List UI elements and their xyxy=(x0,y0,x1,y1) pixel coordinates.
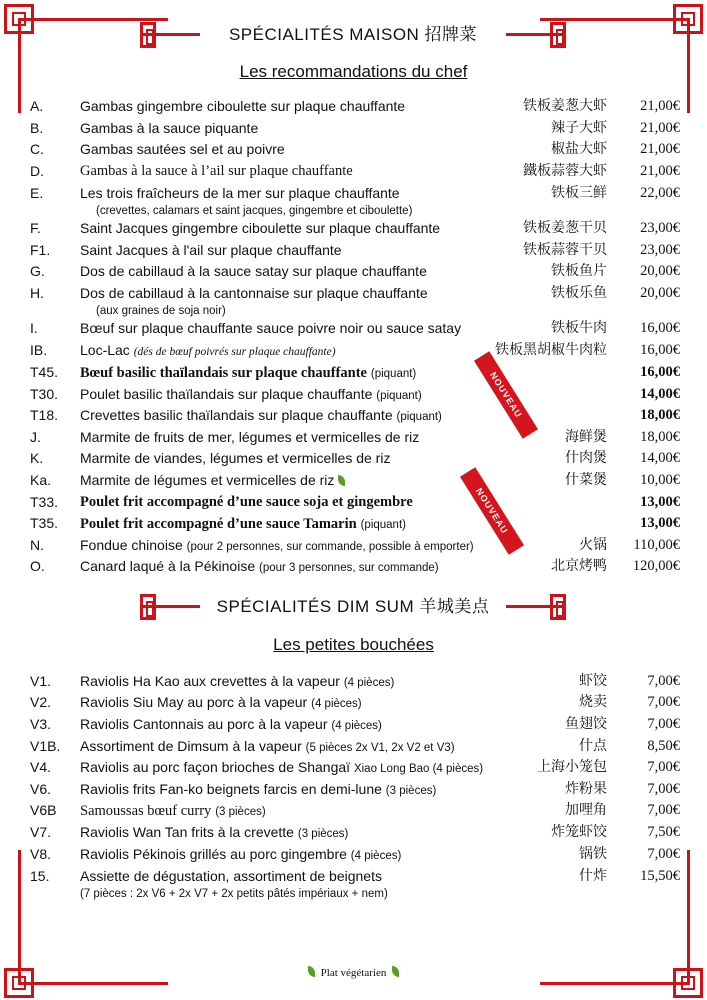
item-price: 7,00€ xyxy=(647,716,680,732)
frame-bottom-right xyxy=(540,982,690,985)
item-code: J. xyxy=(30,429,41,445)
item-note: (3 pièces) xyxy=(215,806,266,818)
item-code: B. xyxy=(30,120,44,136)
item-name-text: Marmite de légumes et vermicelles de riz xyxy=(80,472,335,488)
item-note: (piquant) xyxy=(360,519,406,531)
item-code: V4. xyxy=(30,759,52,775)
item-price: 21,00€ xyxy=(640,163,680,179)
item-price: 7,00€ xyxy=(647,802,680,818)
item-chinese-name: 海鲜煲 xyxy=(565,429,607,445)
item-code: V8. xyxy=(30,846,52,862)
item-note: (piquant) xyxy=(396,411,442,423)
item-name xyxy=(80,362,416,385)
item-price: 16,00€ xyxy=(640,342,680,358)
item-code: IB. xyxy=(30,342,48,358)
item-chinese-name: 上海小笼包 xyxy=(537,759,607,775)
item-chinese-name: 铁板姜葱大虾 xyxy=(523,98,607,114)
item-name: Gambas gingembre ciboulette sur plaque chauffante xyxy=(80,98,406,114)
item-chinese-name: 什炸 xyxy=(579,868,607,884)
item-chinese-name: 铁板乐鱼 xyxy=(551,285,607,301)
item-chinese-name: 北京烤鸭 xyxy=(551,558,607,574)
corner-knot-top-left xyxy=(4,4,34,34)
menu-item xyxy=(0,218,707,239)
item-chinese-name: 锅铁 xyxy=(579,846,607,862)
menu-item xyxy=(0,427,707,448)
item-note: (4 pièces) xyxy=(311,698,362,710)
item-name xyxy=(80,714,382,737)
item-name xyxy=(80,779,436,802)
item-chinese-name: 鱼翅饺 xyxy=(565,716,607,732)
item-price: 22,00€ xyxy=(640,185,680,201)
item-chinese-name: 炸粉果 xyxy=(565,781,607,797)
item-chinese-name: 什点 xyxy=(579,738,607,754)
item-chinese-name: 铁板蒜蓉干贝 xyxy=(523,242,607,258)
item-code: V1B. xyxy=(30,738,61,754)
item-code: 15. xyxy=(30,868,50,884)
item-price: 20,00€ xyxy=(640,263,680,279)
menu-item xyxy=(0,240,707,261)
item-code: I. xyxy=(30,320,38,336)
menu-item xyxy=(0,800,707,821)
item-note: (pour 3 personnes, sur commande) xyxy=(259,562,439,574)
item-code: T33. xyxy=(30,494,59,510)
item-chinese-name: 辣子大虾 xyxy=(551,120,607,136)
section1-subtitle: Les recommandations du chef xyxy=(239,62,468,81)
item-name xyxy=(80,844,401,867)
menu-item xyxy=(0,161,707,182)
menu-item xyxy=(0,470,707,491)
item-name-text: Samoussas bœuf curry xyxy=(80,803,212,819)
item-code: Ka. xyxy=(30,472,52,488)
item-name: Bœuf sur plaque chauffante sauce poivre noir ou sauce satay xyxy=(80,320,462,336)
item-price: 13,00€ xyxy=(640,515,680,531)
item-name-text: Assortiment de Dimsum à la vapeur xyxy=(80,738,302,754)
item-price: 7,00€ xyxy=(647,694,680,710)
item-name-text: Poulet frit accompagné d’une sauce Tamarin xyxy=(80,516,357,532)
menu-item xyxy=(0,283,707,304)
item-chinese-name: 什肉煲 xyxy=(565,450,607,466)
menu-item xyxy=(0,513,707,534)
item-price: 8,50€ xyxy=(647,738,680,754)
item-price: 23,00€ xyxy=(640,242,680,258)
vegetarian-leaf-icon xyxy=(338,475,345,486)
item-name xyxy=(80,470,345,491)
item-name-text: Fondue chinoise xyxy=(80,537,183,553)
menu-item xyxy=(0,183,707,204)
item-chinese-name: 炸笼虾饺 xyxy=(551,824,607,840)
item-name xyxy=(80,384,422,407)
item-chinese-name: 虾饺 xyxy=(579,673,607,689)
item-price: 120,00€ xyxy=(632,558,680,574)
item-price: 20,00€ xyxy=(640,285,680,301)
item-name xyxy=(80,340,336,363)
item-name-text: Raviolis Wan Tan frits à la crevette xyxy=(80,824,294,840)
item-price: 7,00€ xyxy=(647,781,680,797)
item-name: Gambas sautées sel et au poivre xyxy=(80,141,285,157)
new-ribbon-badge: NOUVEAU xyxy=(460,467,524,555)
item-price: 23,00€ xyxy=(640,220,680,236)
item-note: Xiao Long Bao (4 pièces) xyxy=(353,763,484,775)
item-price: 18,00€ xyxy=(640,429,680,445)
menu-item xyxy=(0,139,707,160)
menu-item xyxy=(0,736,707,757)
item-note: (5 pièces 2x V1, 2x V2 et V3) xyxy=(305,742,455,754)
item-price: 15,50€ xyxy=(640,868,680,884)
item-name xyxy=(80,671,394,694)
item-price: 18,00€ xyxy=(640,407,680,423)
item-price: 16,00€ xyxy=(640,364,680,380)
frame-bottom-left xyxy=(18,982,168,985)
item-name-text: Bœuf basilic thaïlandais sur plaque chauffante xyxy=(80,365,367,381)
item-code: V3. xyxy=(30,716,52,732)
item-chinese-name: 铁板黑胡椒牛肉粒 xyxy=(495,342,607,358)
item-note: (pour 2 personnes, sur commande, possible à emporter) xyxy=(186,541,474,553)
item-code: F1. xyxy=(30,242,51,258)
item-code: T45. xyxy=(30,364,59,380)
item-name-text: Raviolis Cantonnais au porc à la vapeur xyxy=(80,716,328,732)
item-name-text: Loc-Lac xyxy=(80,342,130,358)
menu-item xyxy=(0,405,707,426)
menu-item xyxy=(0,757,707,778)
item-note: (3 pièces) xyxy=(385,785,437,797)
item-name xyxy=(80,556,439,579)
item-name-text: Canard laqué à la Pékinoise xyxy=(80,558,256,574)
item-note: (piquant) xyxy=(370,368,417,380)
item-code: V7. xyxy=(30,824,52,840)
item-name xyxy=(80,692,362,715)
section2-title: SPÉCIALITÉS DIM SUM 羊城美点 xyxy=(200,594,506,620)
vegetarian-legend xyxy=(0,966,707,979)
new-ribbon-badge: NOUVEAU xyxy=(474,351,538,439)
section1-title: SPÉCIALITÉS MAISON 招牌菜 xyxy=(200,22,506,48)
item-name-text: Crevettes basilic thaïlandais sur plaque chauffante xyxy=(80,407,393,423)
item-name: Saint Jacques à l'ail sur plaque chauffante xyxy=(80,242,342,258)
item-note: (4 pièces) xyxy=(331,720,382,732)
item-note: (dés de bœuf poivrés sur plaque chauffante) xyxy=(133,346,336,358)
item-chinese-name: 铁板牛肉 xyxy=(551,320,607,336)
item-name xyxy=(80,736,455,759)
item-code: T30. xyxy=(30,386,59,402)
item-name xyxy=(80,535,474,558)
item-chinese-name: 烧卖 xyxy=(579,694,607,710)
item-code: G. xyxy=(30,263,45,279)
item-description: (aux graines de soja noir) xyxy=(96,305,226,317)
item-name-text: Raviolis frits Fan-ko beignets farcis en demi-lune xyxy=(80,781,382,797)
item-name xyxy=(80,757,483,780)
corner-knot-top-right xyxy=(673,4,703,34)
item-note: (piquant) xyxy=(376,390,422,402)
section2-subtitle: Les petites bouchées xyxy=(273,635,434,654)
item-price: 10,00€ xyxy=(640,472,680,488)
item-code: A. xyxy=(30,98,44,114)
item-code: F. xyxy=(30,220,41,236)
item-name xyxy=(80,822,348,845)
item-price: 110,00€ xyxy=(633,537,680,553)
menu-item xyxy=(0,448,707,469)
menu-item xyxy=(0,714,707,735)
item-price: 13,00€ xyxy=(640,494,680,510)
item-code: O. xyxy=(30,558,45,574)
item-price: 7,00€ xyxy=(647,759,680,775)
item-chinese-name: 什菜煲 xyxy=(565,472,607,488)
item-code: T18. xyxy=(30,407,59,423)
menu-item xyxy=(0,535,707,556)
item-name: Marmite de fruits de mer, légumes et vermicelles de riz xyxy=(80,429,420,445)
item-code: T35. xyxy=(30,515,59,531)
item-name: Gambas à la sauce piquante xyxy=(80,120,259,136)
item-note: (3 pièces) xyxy=(297,828,349,840)
item-code: V2. xyxy=(30,694,52,710)
item-name xyxy=(80,405,442,428)
item-price: 7,00€ xyxy=(647,846,680,862)
item-price: 14,00€ xyxy=(640,386,680,402)
item-chinese-name: 铁板姜葱干贝 xyxy=(523,220,607,236)
item-description: (7 pièces : 2x V6 + 2x V7 + 2x petits pâtés impériaux + nem) xyxy=(80,888,388,900)
item-price: 7,50€ xyxy=(647,824,680,840)
item-name: Poulet frit accompagné d’une sauce soja et gingembre xyxy=(80,494,413,510)
item-code: C. xyxy=(30,141,44,157)
item-code: V6. xyxy=(30,781,52,797)
item-chinese-name: 鐵板蒜蓉大虾 xyxy=(523,163,607,179)
item-code: V6B xyxy=(30,802,57,818)
item-name-text: Raviolis au porc façon brioches de Shangaï xyxy=(80,759,351,775)
item-name xyxy=(80,513,406,536)
section2-banner xyxy=(140,590,566,624)
item-chinese-name: 椒盐大虾 xyxy=(551,141,607,157)
item-name: Dos de cabillaud à la sauce satay sur plaque chauffante xyxy=(80,263,427,279)
menu-item xyxy=(0,492,707,513)
item-price: 21,00€ xyxy=(640,120,680,136)
item-code: N. xyxy=(30,537,44,553)
menu-item xyxy=(0,844,707,865)
item-price: 14,00€ xyxy=(640,450,680,466)
item-code: K. xyxy=(30,450,44,466)
menu-item xyxy=(0,866,707,887)
item-description: (crevettes, calamars et saint jacques, gingembre et ciboulette) xyxy=(96,205,413,217)
menu-item xyxy=(0,384,707,405)
item-name: Saint Jacques gingembre ciboulette sur plaque chauffante xyxy=(80,220,441,236)
vegetarian-leaf-icon xyxy=(308,966,315,977)
item-name-text: Raviolis Siu May au porc à la vapeur xyxy=(80,694,308,710)
item-name-text: Raviolis Pékinois grillés au porc gingembre xyxy=(80,846,347,862)
item-price: 7,00€ xyxy=(647,673,680,689)
item-chinese-name: 火锅 xyxy=(579,537,607,553)
menu-item xyxy=(0,340,707,361)
section1-banner xyxy=(140,18,566,52)
vegetarian-leaf-icon xyxy=(392,966,399,977)
menu-item xyxy=(0,318,707,339)
item-name: Assiette de dégustation, assortiment de beignets xyxy=(80,868,382,884)
menu-item xyxy=(0,261,707,282)
item-code: H. xyxy=(30,285,44,301)
item-code: V1. xyxy=(30,673,52,689)
menu-item xyxy=(0,362,707,383)
item-price: 16,00€ xyxy=(640,320,680,336)
item-chinese-name: 加哩角 xyxy=(565,802,607,818)
item-name-text: Raviolis Ha Kao aux crevettes à la vapeur xyxy=(80,673,340,689)
menu-item xyxy=(0,822,707,843)
item-price: 21,00€ xyxy=(640,141,680,157)
item-name xyxy=(80,800,266,823)
menu-item xyxy=(0,671,707,692)
item-name: Dos de cabillaud à la cantonnaise sur plaque chauffante xyxy=(80,285,428,301)
item-name: Gambas à la sauce à l’ail sur plaque chauffante xyxy=(80,163,353,179)
item-code: D. xyxy=(30,163,44,179)
item-name: Les trois fraîcheurs de la mer sur plaque chauffante xyxy=(80,185,400,201)
item-chinese-name: 铁板三鲜 xyxy=(551,185,607,201)
item-name-text: Poulet basilic thaïlandais sur plaque chauffante xyxy=(80,386,373,402)
legend-label: Plat végétarien xyxy=(320,967,387,979)
item-name: Marmite de viandes, légumes et vermicelles de riz xyxy=(80,450,391,466)
item-code: E. xyxy=(30,185,44,201)
menu-item xyxy=(0,556,707,577)
item-note: (4 pièces) xyxy=(343,677,395,689)
menu-item xyxy=(0,118,707,139)
menu-item xyxy=(0,779,707,800)
item-price: 21,00€ xyxy=(640,98,680,114)
item-chinese-name: 铁板鱼片 xyxy=(551,263,607,279)
item-note: (4 pièces) xyxy=(350,850,402,862)
menu-item xyxy=(0,96,707,117)
menu-item xyxy=(0,692,707,713)
